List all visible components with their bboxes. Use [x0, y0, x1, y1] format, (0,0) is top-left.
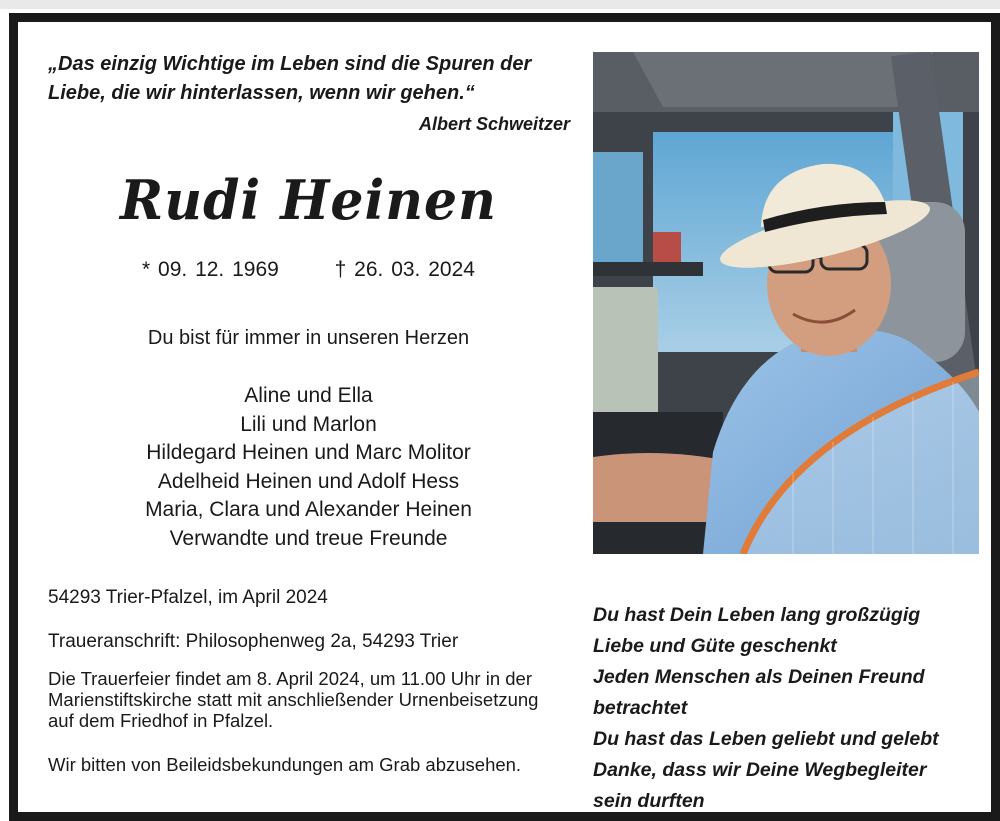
deceased-name: Rudi Heinen [120, 168, 497, 233]
mourner-line: Adelheid Heinen und Adolf Hess [157, 469, 460, 493]
poem-line: Liebe und Güte geschenkt [593, 635, 837, 657]
mourners-list [18, 382, 599, 553]
mourning-address: Traueranschrift: Philosophenweg 2a, 54293 Trier [48, 631, 459, 652]
place-date: 54293 Trier-Pfalzel, im April 2024 [48, 587, 328, 608]
condolence-note: Wir bitten von Beileidsbekundungen am Grab abzusehen. [48, 754, 522, 775]
portrait-photo [593, 52, 979, 554]
quote-author: Albert Schweitzer [418, 114, 570, 134]
quote-text: „Das einzig Wichtige im Leben sind die Spuren der Liebe, die wir hinterlassen, wenn wir gehen.“ [48, 53, 532, 104]
life-dates [18, 258, 599, 282]
poem [593, 600, 993, 817]
poem-line: Jeden Menschen als Deinen Freund [593, 666, 925, 688]
mourner-line: Aline und Ella [244, 384, 373, 407]
death-date: † 26. 03. 2024 [334, 258, 475, 281]
poem-line: Du hast Dein Leben lang großzügig [593, 604, 921, 626]
mourner-line: Lili und Marlon [240, 412, 377, 436]
poem-line: betrachtet [593, 697, 688, 719]
ceremony-info: Die Trauerfeier findet am 8. April 2024, um 11.00 Uhr in der Marienstiftskirche statt mit anschließender Urnenbeisetzung auf dem Friedhof in Pfalzel. [48, 668, 539, 731]
mourner-line: Maria, Clara und Alexander Heinen [145, 498, 472, 521]
poem-line: Du hast das Leben geliebt und gelebt [593, 728, 939, 750]
poem-line: sein durften [593, 790, 705, 812]
poem-line: Danke, dass wir Deine Wegbegleiter [593, 759, 927, 781]
birth-date: * 09. 12. 1969 [142, 258, 279, 281]
page-top-line [0, 0, 1000, 9]
motto: Du bist für immer in unseren Herzen [147, 327, 470, 349]
obituary-frame [9, 13, 1000, 821]
mourner-line: Verwandte und treue Freunde [169, 526, 448, 550]
mourner-line: Hildegard Heinen und Marc Molitor [146, 441, 471, 464]
